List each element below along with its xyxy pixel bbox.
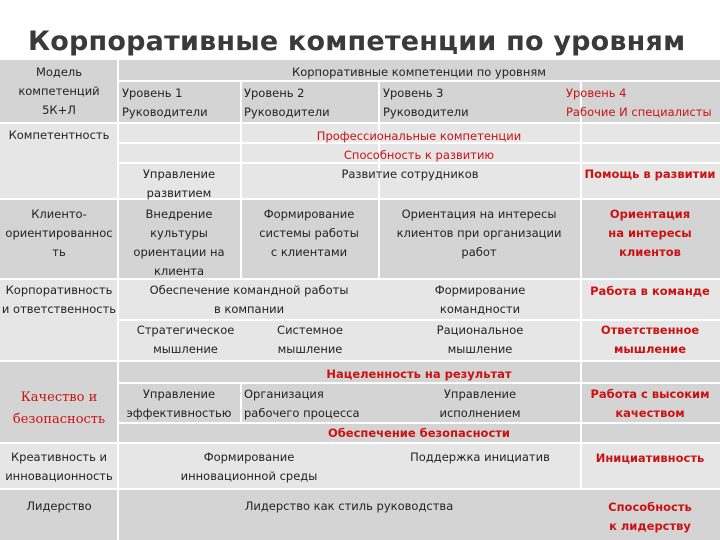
strategic-thinking: Стратегическое мышление <box>136 323 235 356</box>
client-culture: Внедрение культуры ориентации на клиента <box>133 207 225 278</box>
row-label-competence: Компетентность <box>8 128 110 142</box>
row-label-client: Клиенто- ориентированнос ть <box>5 207 113 259</box>
divider <box>0 198 720 200</box>
help-development: Помощь в развитии <box>584 167 716 181</box>
divider <box>240 382 242 422</box>
header-level-2: Уровень 2 Руководители <box>244 86 330 119</box>
leadership-level4: Способность к лидерству <box>608 500 692 533</box>
row-label-quality: Качество и безопасность <box>12 390 106 427</box>
safety: Обеспечение безопасности <box>328 426 510 440</box>
row-label-corporate: Корпоративность и ответственность <box>1 283 117 316</box>
innovation-environment: Формирование инновационной среды <box>180 450 318 483</box>
initiative-support: Поддержка инициатив <box>410 450 550 464</box>
row-label-creativity: Креативность и инновационность <box>5 450 113 483</box>
leadership-style: Лидерство как стиль руководства <box>244 499 454 513</box>
execution-management: Управление исполнением <box>439 387 521 420</box>
row-label-leadership: Лидерство <box>26 499 92 513</box>
divider <box>0 278 720 280</box>
divider <box>0 360 720 362</box>
header-level-1: Уровень 1 Руководители <box>122 86 208 119</box>
work-organization: Организация рабочего процесса <box>244 387 360 420</box>
initiative-level4: Инициативность <box>595 451 705 465</box>
header-level-3: Уровень 3 Руководители <box>383 86 469 119</box>
teamwork-level4: Работа в команде <box>590 284 710 298</box>
result-orientation: Нацеленность на результат <box>326 367 512 381</box>
header-level-4: Уровень 4 Рабочие И специалисты <box>566 86 712 119</box>
page-title: Корпоративные компетенции по уровням <box>28 26 686 57</box>
team-formation: Формирование командности <box>434 283 526 316</box>
systemic-thinking: Системное мышление <box>277 323 343 356</box>
ability-to-develop: Способность к развитию <box>343 148 495 162</box>
professional-competencies: Профессиональные компетенции <box>316 129 522 143</box>
teamwork: Обеспечение командной работы в компании <box>149 283 349 316</box>
header-model: Модель компетенций 5К+Л <box>18 65 100 117</box>
staff-development: Развитие сотрудников <box>341 167 479 181</box>
client-level4: Ориентация на интересы клиентов <box>608 207 692 259</box>
responsible-thinking: Ответственное мышление <box>600 323 700 356</box>
client-interests: Ориентация на интересы клиентов при организации работ <box>396 207 562 259</box>
divider <box>0 488 720 490</box>
quality-level4: Работа с высоким качеством <box>590 387 710 420</box>
efficiency-management: Управление эффективностью <box>126 387 232 420</box>
manage-development: Управление развитием <box>142 167 216 200</box>
divider <box>0 122 720 124</box>
competency-table <box>0 60 720 540</box>
rational-thinking: Рациональное мышление <box>436 323 524 356</box>
header-top: Корпоративные компетенции по уровням <box>292 65 546 79</box>
client-system: Формирование системы работы с клиентами <box>259 207 359 259</box>
